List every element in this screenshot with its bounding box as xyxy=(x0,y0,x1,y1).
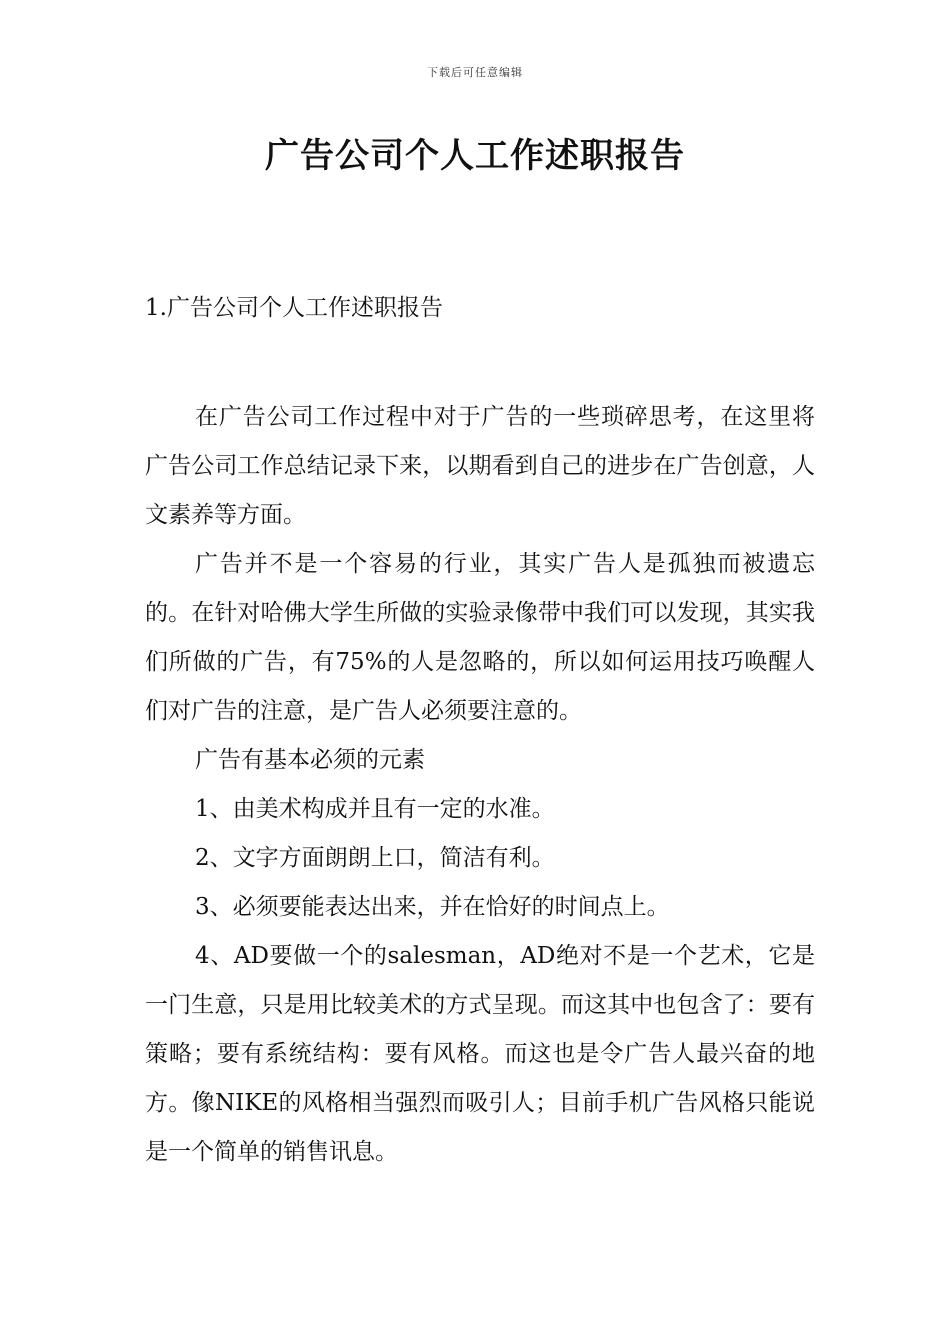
list-item-element-4: 4、AD要做一个的salesman，AD绝对不是一个艺术，它是一门生意，只是用比较美术的方式呈现。而这其中也包含了：要有策略；要有系统结构：要有风格。而这也是令广告人最兴奋的地方。像NIKE的风格相当强烈而吸引人；目前手机广告风格只能说是一个简单的销售讯息。 xyxy=(145,943,815,1165)
paragraph-intro: 在广告公司工作过程中对于广告的一些琐碎思考，在这里将广告公司工作总结记录下来，以期看到自己的进步在广告创意，人文素养等方面。 xyxy=(145,404,815,528)
list-item-element-1: 1、由美术构成并且有一定的水准。 xyxy=(195,796,555,822)
list-item-element-2: 2、文字方面朗朗上口，简洁有利。 xyxy=(195,845,555,871)
paragraph-industry: 广告并不是一个容易的行业，其实广告人是孤独而被遗忘的。在针对哈佛大学生所做的实验录像带中我们可以发现，其实我们所做的广告，有75%的人是忽略的，所以如何运用技巧唤醒人们对广告的注意，是广告人必须要注意的。 xyxy=(145,551,815,724)
spacer xyxy=(145,333,815,393)
document-title: 广告公司个人工作述职报告 xyxy=(265,136,685,176)
section-heading: 1.广告公司个人工作述职报告 xyxy=(145,295,443,321)
document-body xyxy=(145,284,815,1177)
list-item-element-3: 3、必须要能表达出来，并在恰好的时间点上。 xyxy=(195,894,670,920)
paragraph-elements-intro: 广告有基本必须的元素 xyxy=(195,747,425,773)
page-header-note: 下载后可任意编辑 xyxy=(427,66,523,79)
